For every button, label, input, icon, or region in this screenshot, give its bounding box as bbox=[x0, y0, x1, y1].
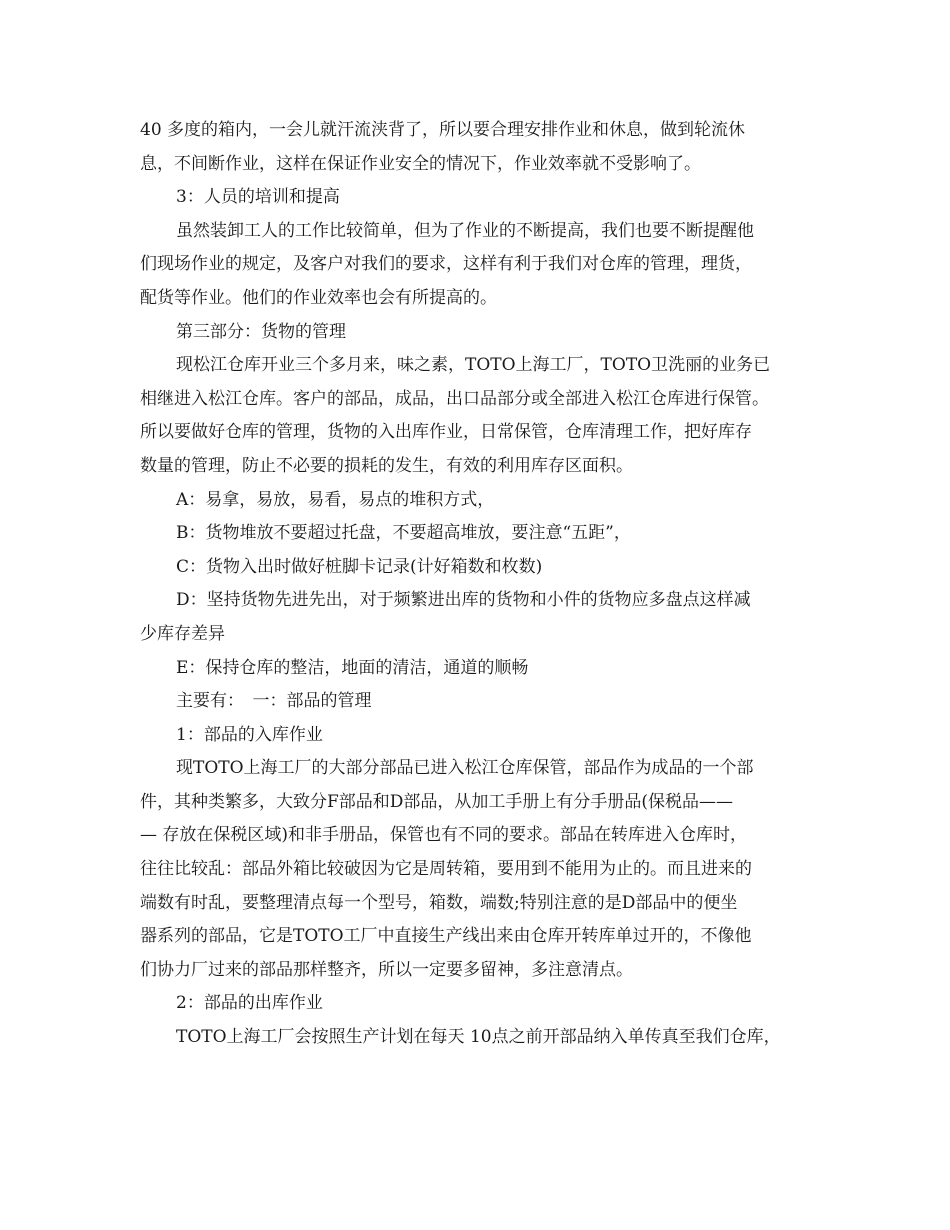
text-line: 2：部品的出库作业 bbox=[176, 993, 323, 1014]
text-line: 相继进入松江仓库。客户的部品，成品，出口品部分或全部进入松江仓库进行保管。 bbox=[140, 388, 769, 409]
text-line: 少库存差异 bbox=[140, 623, 225, 644]
text-line: TOTO上海工厂会按照生产计划在每天 10点之前开部品纳入单传真至我们仓库， bbox=[176, 1027, 781, 1048]
text-line: 息，不间断作业，这样在保证作业安全的情况下，作业效率就不受影响了。 bbox=[140, 153, 701, 174]
text-line: 往往比较乱：部品外箱比较破因为它是周转箱，要用到不能用为止的。而且进来的 bbox=[140, 859, 752, 880]
document-body bbox=[140, 114, 820, 1055]
text-line: 数量的管理，防止不必要的损耗的发生，有效的利用库存区面积。 bbox=[140, 455, 633, 476]
text-line: E：保持仓库的整洁，地面的清洁，通道的顺畅 bbox=[176, 657, 529, 678]
text-line: 现TOTO上海工厂的大部分部品已进入松江仓库保管，部品作为成品的一个部 bbox=[176, 758, 754, 779]
text-line: 第三部分：货物的管理 bbox=[176, 321, 346, 342]
text-line: B：货物堆放不要超过托盘，不要超高堆放，要注意“五距”， bbox=[176, 523, 631, 544]
text-line: 们协力厂过来的部品那样整齐，所以一定要多留神，多注意清点。 bbox=[140, 959, 633, 980]
text-line: A：易拿，易放，易看，易点的堆积方式， bbox=[176, 489, 495, 510]
text-line: 虽然装卸工人的工作比较简单，但为了作业的不断提高，我们也要不断提醒他 bbox=[176, 220, 754, 241]
text-line: 40 多度的箱内，一会儿就汗流浃背了，所以要合理安排作业和休息，做到轮流休 bbox=[140, 120, 746, 140]
text-line: 配货等作业。他们的作业效率也会有所提高的。 bbox=[140, 287, 497, 308]
text-line: — 存放在保税区域)和非手册品，保管也有不同的要求。部品在转库进入仓库时， bbox=[140, 825, 748, 846]
text-line: 们现场作业的规定，及客户对我们的要求，这样有利于我们对仓库的管理，理货， bbox=[140, 254, 752, 275]
text-line: C：货物入出时做好桩脚卡记录(计好箱数和枚数) bbox=[176, 556, 543, 577]
text-line: 件，其种类繁多，大致分F部品和D部品，从加工手册上有分手册品(保税品—— bbox=[140, 791, 734, 812]
text-line: 器系列的部品，它是TOTO工厂中直接生产线出来由仓库开转库单过开的，不像他 bbox=[140, 926, 752, 947]
text-line: 3：人员的培训和提高 bbox=[176, 187, 340, 208]
text-line: 主要有： 一：部品的管理 bbox=[176, 691, 372, 712]
text-line: 所以要做好仓库的管理，货物的入出库作业，日常保管，仓库清理工作，把好库存 bbox=[140, 422, 752, 443]
text-line: 端数有时乱，要整理清点每一个型号，箱数，端数;特别注意的是D部品中的便坐 bbox=[140, 892, 738, 913]
text-line: 现松江仓库开业三个多月来，味之素，TOTO上海工厂，TOTO卫洗丽的业务已 bbox=[176, 355, 771, 376]
text-line: D：坚持货物先进先出，对于频繁进出库的货物和小件的货物应多盘点这样减 bbox=[176, 590, 751, 611]
text-line: 1：部品的入库作业 bbox=[176, 724, 323, 745]
